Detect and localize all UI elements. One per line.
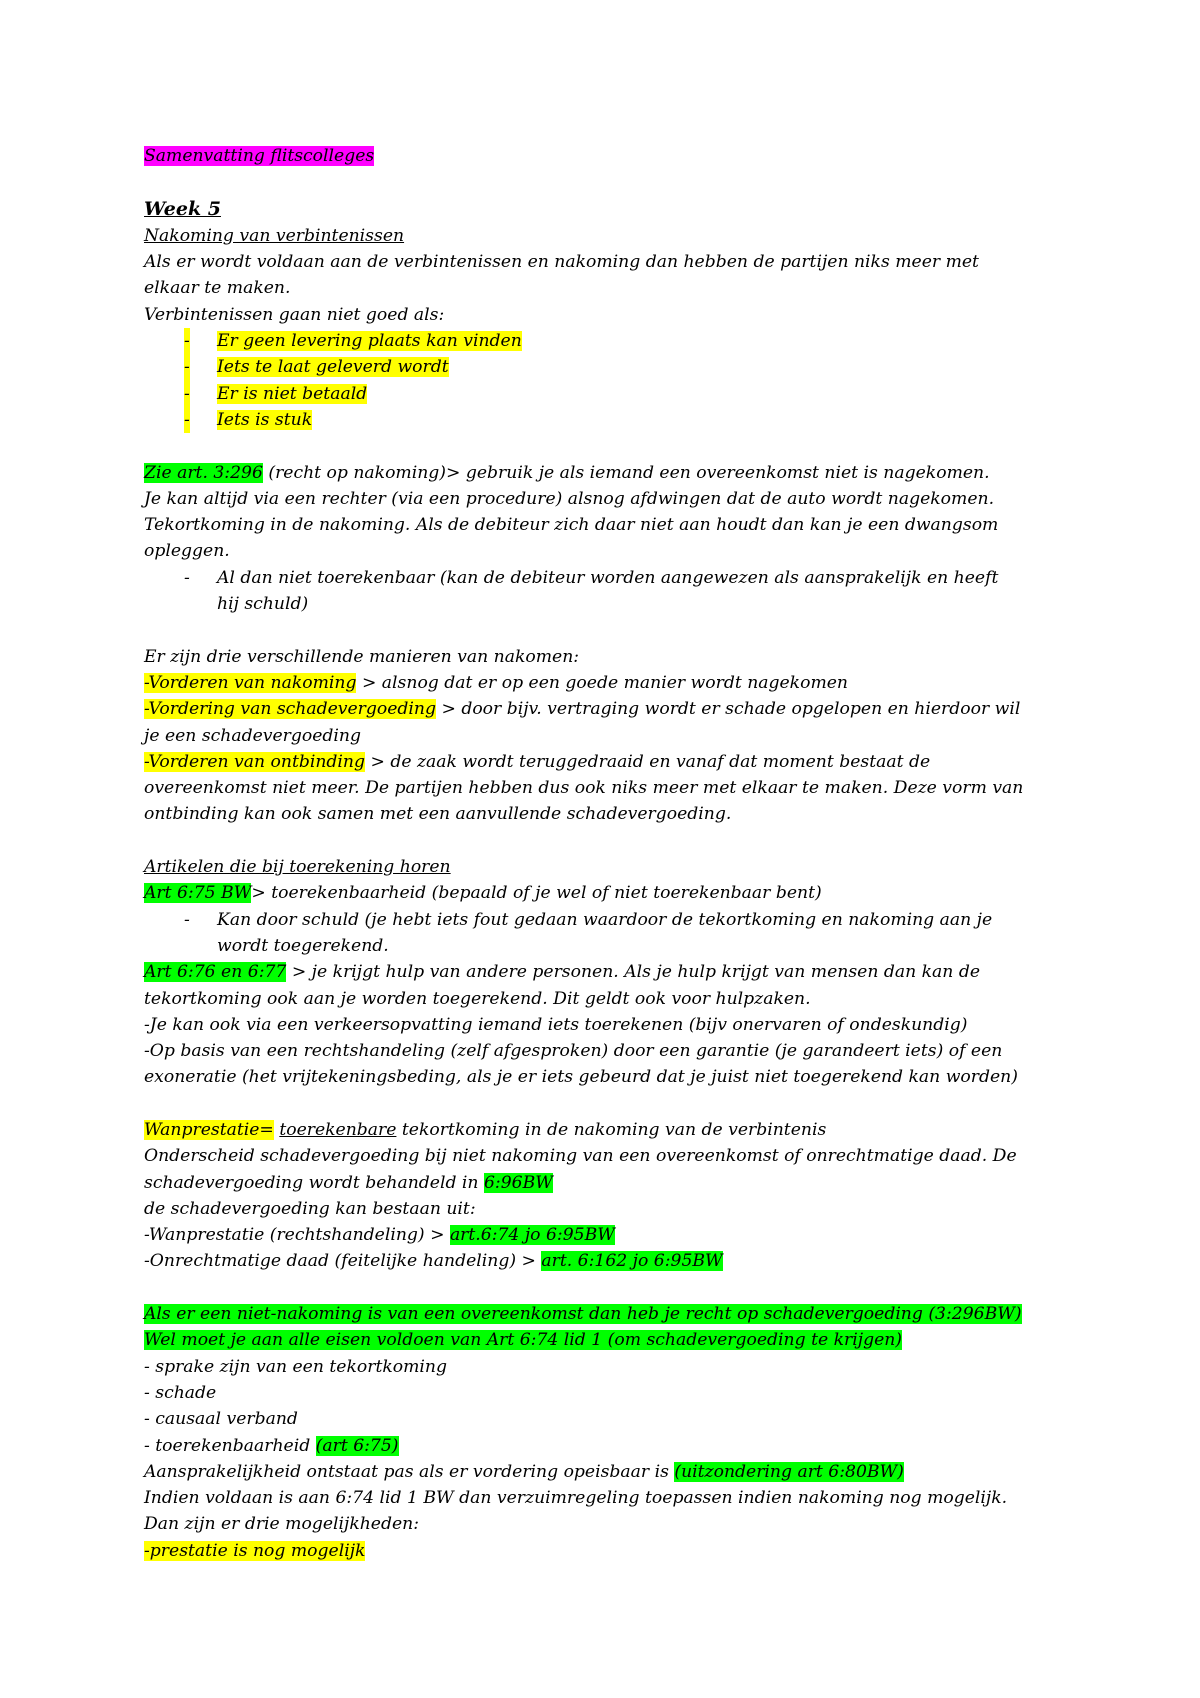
list-item-continuation: hij schuld): [217, 594, 309, 615]
requirement-item: - sprake zijn van een tekortkoming: [144, 1356, 447, 1377]
spacer: [144, 433, 1074, 459]
paragraph-line: -Op basis van een rechtshandeling (zelf afgesproken) door een garantie (je garandeert iets) of een: [144, 1041, 1003, 1062]
paragraph-line: Tekortkoming in de nakoming. Als de debiteur zich daar niet aan houdt dan kan je een dwangsom: [144, 515, 999, 536]
paragraph-line: -Vordering van schadevergoeding > door bijv. vertraging wordt er schade opgelopen en hierdoor wil: [144, 699, 1021, 720]
document-page: [144, 143, 1074, 1564]
paragraph-line: Aansprakelijkheid ontstaat pas als er vordering opeisbaar is (uitzondering art 6:80BW): [144, 1461, 904, 1482]
section-heading-artikelen: Artikelen die bij toerekening horen: [144, 857, 451, 878]
paragraph-line: Indien voldaan is aan 6:74 lid 1 BW dan verzuimregeling toepassen indien nakoming nog mogelijk.: [144, 1488, 1008, 1509]
list-item: - Iets is stuk: [144, 407, 1074, 433]
document-title: Samenvatting flitscolleges: [144, 146, 375, 166]
paragraph-line: tekortkoming ook aan je worden toegerekend. Dit geldt ook voor hulpzaken.: [144, 988, 811, 1009]
article-reference: Zie art. 3:296: [144, 462, 263, 483]
paragraph-line: Verbintenissen gaan niet goed als:: [144, 304, 445, 325]
paragraph-line: Art 6:75 BW> toerekenbaarheid (bepaald of je wel of niet toerekenbaar bent): [144, 883, 822, 904]
spacer: [144, 828, 1074, 854]
paragraph-line: -Wanprestatie (rechtshandeling) > art.6:74 jo 6:95BW: [144, 1225, 615, 1246]
paragraph-line: -Onrechtmatige daad (feitelijke handeling) > art. 6:162 jo 6:95BW: [144, 1251, 723, 1272]
list-item: - Kan door schuld (je hebt iets fout gedaan waardoor de tekortkoming en nakoming aan je: [184, 909, 993, 930]
paragraph-line: Als er een niet-nakoming is van een overeenkomst dan heb je recht op schadevergoeding (3:296BW): [144, 1304, 1022, 1325]
requirement-item: - causaal verband: [144, 1409, 298, 1430]
paragraph-line: je een schadevergoeding: [144, 725, 361, 746]
paragraph-line: overeenkomst niet meer. De partijen hebben dus ook niks meer met elkaar te maken. Deze vorm van: [144, 778, 1024, 799]
title-line: [144, 143, 1074, 169]
section-heading-nakoming: Nakoming van verbintenissen: [144, 225, 405, 246]
paragraph-line: -Je kan ook via een verkeersopvatting iemand iets toerekenen (bijv onervaren of ondeskundig): [144, 1014, 968, 1035]
paragraph-line: schadevergoeding wordt behandeld in 6:96BW: [144, 1172, 553, 1193]
paragraph-line: Er zijn drie verschillende manieren van nakomen:: [144, 646, 580, 667]
list-item: - Iets te laat geleverd wordt: [144, 354, 1074, 380]
paragraph-line: Als er wordt voldaan aan de verbintenissen en nakoming dan hebben de partijen niks meer met: [144, 252, 979, 273]
requirement-item: - schade: [144, 1382, 217, 1403]
list-item: - Er is niet betaald: [144, 381, 1074, 407]
spacer: [144, 1275, 1074, 1301]
paragraph-line: Wel moet je aan alle eisen voldoen van Art 6:74 lid 1 (om schadevergoeding te krijgen): [144, 1330, 903, 1351]
list-item: - Er geen levering plaats kan vinden: [144, 328, 1074, 354]
paragraph-line: Wanprestatie= toerekenbare tekortkoming in de nakoming van de verbintenis: [144, 1119, 827, 1140]
spacer: [144, 169, 1074, 195]
week-line: [144, 196, 1074, 223]
paragraph-line: opleggen.: [144, 541, 230, 562]
paragraph-line: -Vorderen van nakoming > alsnog dat er op een goede manier wordt nagekomen: [144, 672, 848, 693]
paragraph-line: -Vorderen van ontbinding > de zaak wordt teruggedraaid en vanaf dat moment bestaat de: [144, 751, 931, 772]
paragraph-line: elkaar te maken.: [144, 278, 291, 299]
paragraph-line: Onderscheid schadevergoeding bij niet nakoming van een overeenkomst of onrechtmatige daad. De: [144, 1146, 1017, 1167]
requirement-item: - toerekenbaarheid (art 6:75): [144, 1435, 399, 1456]
spacer: [144, 1091, 1074, 1117]
paragraph-line: ontbinding kan ook samen met een aanvullende schadevergoeding.: [144, 804, 732, 825]
spacer: [144, 617, 1074, 643]
paragraph-line: Art 6:76 en 6:77 > je krijgt hulp van andere personen. Als je hulp krijgt van mensen dan kan de: [144, 962, 981, 983]
paragraph-line: -prestatie is nog mogelijk: [144, 1540, 366, 1561]
paragraph-line: Dan zijn er drie mogelijkheden:: [144, 1514, 420, 1535]
week-heading: Week 5: [144, 197, 221, 220]
paragraph-line: exoneratie (het vrijtekeningsbeding, als je er iets gebeurd dat je juist niet toegerekend kan worden): [144, 1067, 1018, 1088]
list-item-continuation: wordt toegerekend.: [217, 935, 389, 956]
paragraph-line: Je kan altijd via een rechter (via een procedure) alsnog afdwingen dat de auto wordt nagekomen.: [144, 488, 995, 509]
paragraph-line: de schadevergoeding kan bestaan uit:: [144, 1198, 476, 1219]
paragraph-line: Zie art. 3:296 (recht op nakoming)> gebruik je als iemand een overeenkomst niet is nagekomen.: [144, 462, 990, 483]
list-item: - Al dan niet toerekenbaar (kan de debiteur worden aangewezen als aansprakelijk en heeft: [184, 567, 999, 588]
